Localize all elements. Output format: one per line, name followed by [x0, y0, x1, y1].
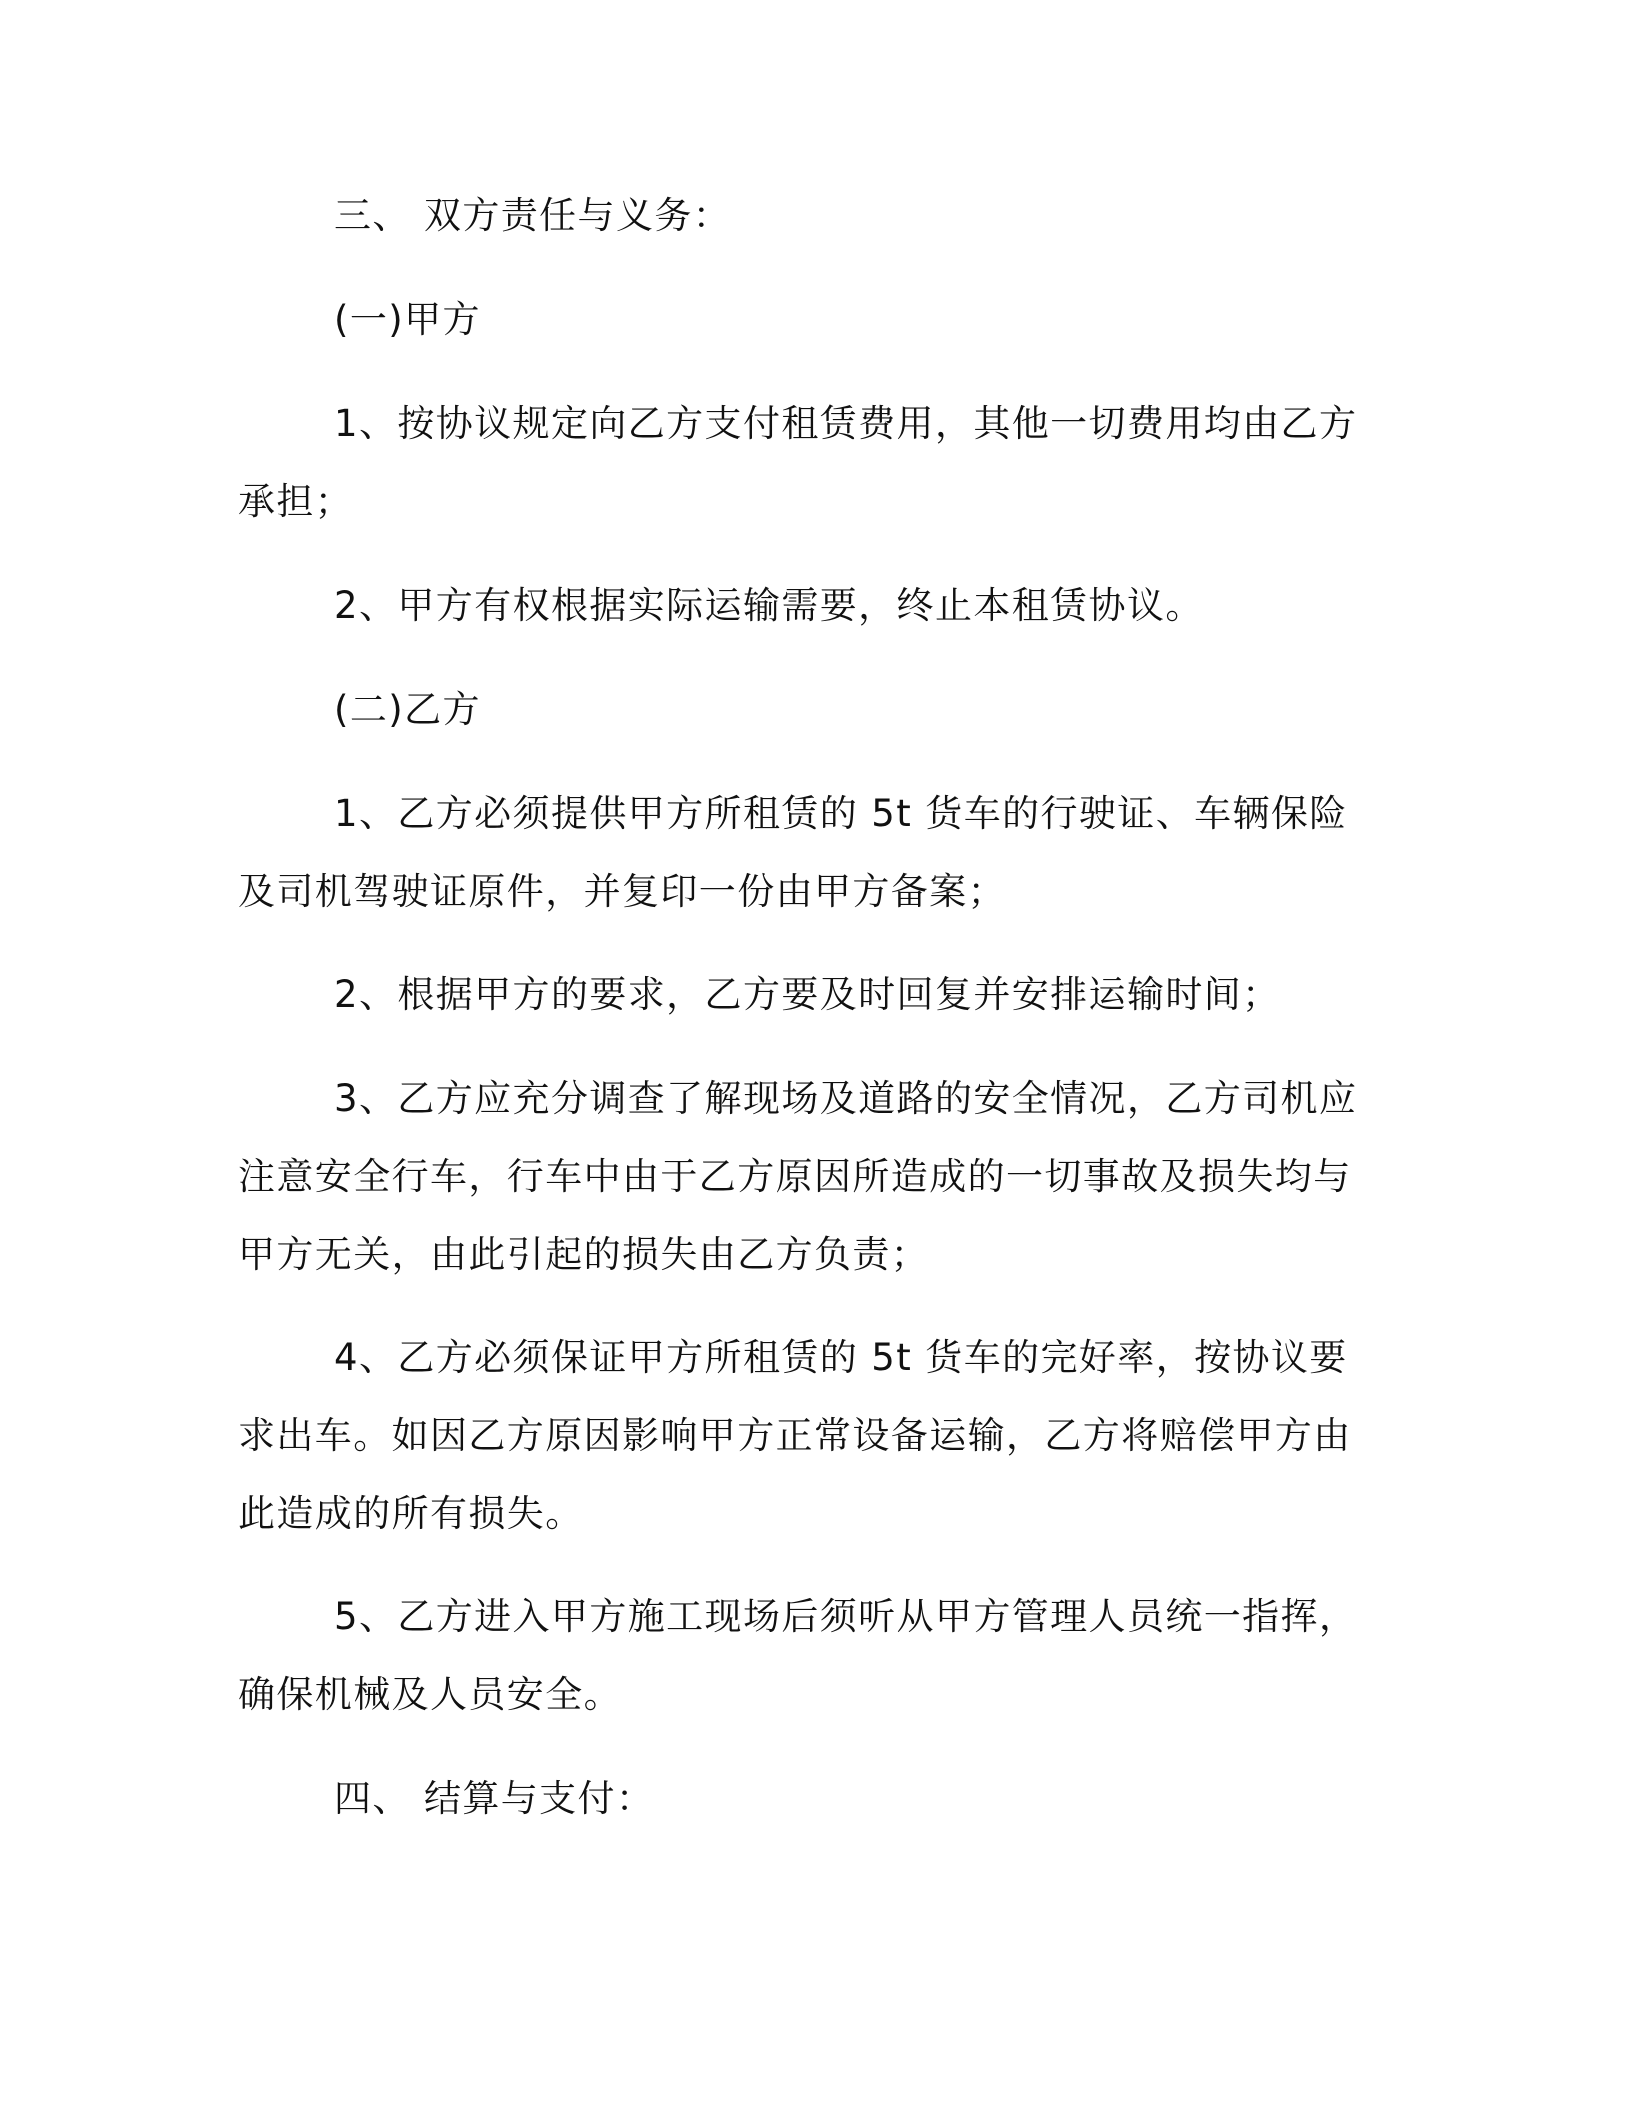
party-b-clause-4: 4、乙方必须保证甲方所租赁的 5t 货车的完好率，按协议要求出车。如因乙方原因影响甲方正常设备运输，乙方将赔偿甲方由此造成的所有损失。 — [238, 1336, 1352, 1535]
party-b-clause-5: 5、乙方进入甲方施工现场后须听从甲方管理人员统一指挥，确保机械及人员安全。 — [238, 1595, 1358, 1716]
party-b-clause-3: 3、乙方应充分调查了解现场及道路的安全情况，乙方司机应注意安全行车，行车中由于乙方原因所造成的一切事故及损失均与甲方无关，由此引起的损失由乙方负责； — [238, 1077, 1358, 1276]
subsection-heading-party-a: (一)甲方 — [334, 298, 481, 341]
party-b-clause-1: 1、乙方必须提供甲方所租赁的 5t 货车的行驶证、车辆保险及司机驾驶证原件，并复印一份由甲方备案； — [238, 792, 1348, 913]
party-b-clause-2: 2、根据甲方的要求，乙方要及时回复并安排运输时间； — [334, 973, 1281, 1016]
subsection-heading-party-b: (二)乙方 — [334, 688, 481, 731]
party-a-clause-2: 2、甲方有权根据实际运输需要，终止本租赁协议。 — [334, 584, 1204, 627]
section-heading-settlement: 四、 结算与支付： — [334, 1777, 655, 1820]
party-a-clause-1: 1、按协议规定向乙方支付租赁费用，其他一切费用均由乙方承担； — [238, 402, 1358, 523]
section-heading-responsibilities: 三、 双方责任与义务： — [334, 194, 732, 237]
